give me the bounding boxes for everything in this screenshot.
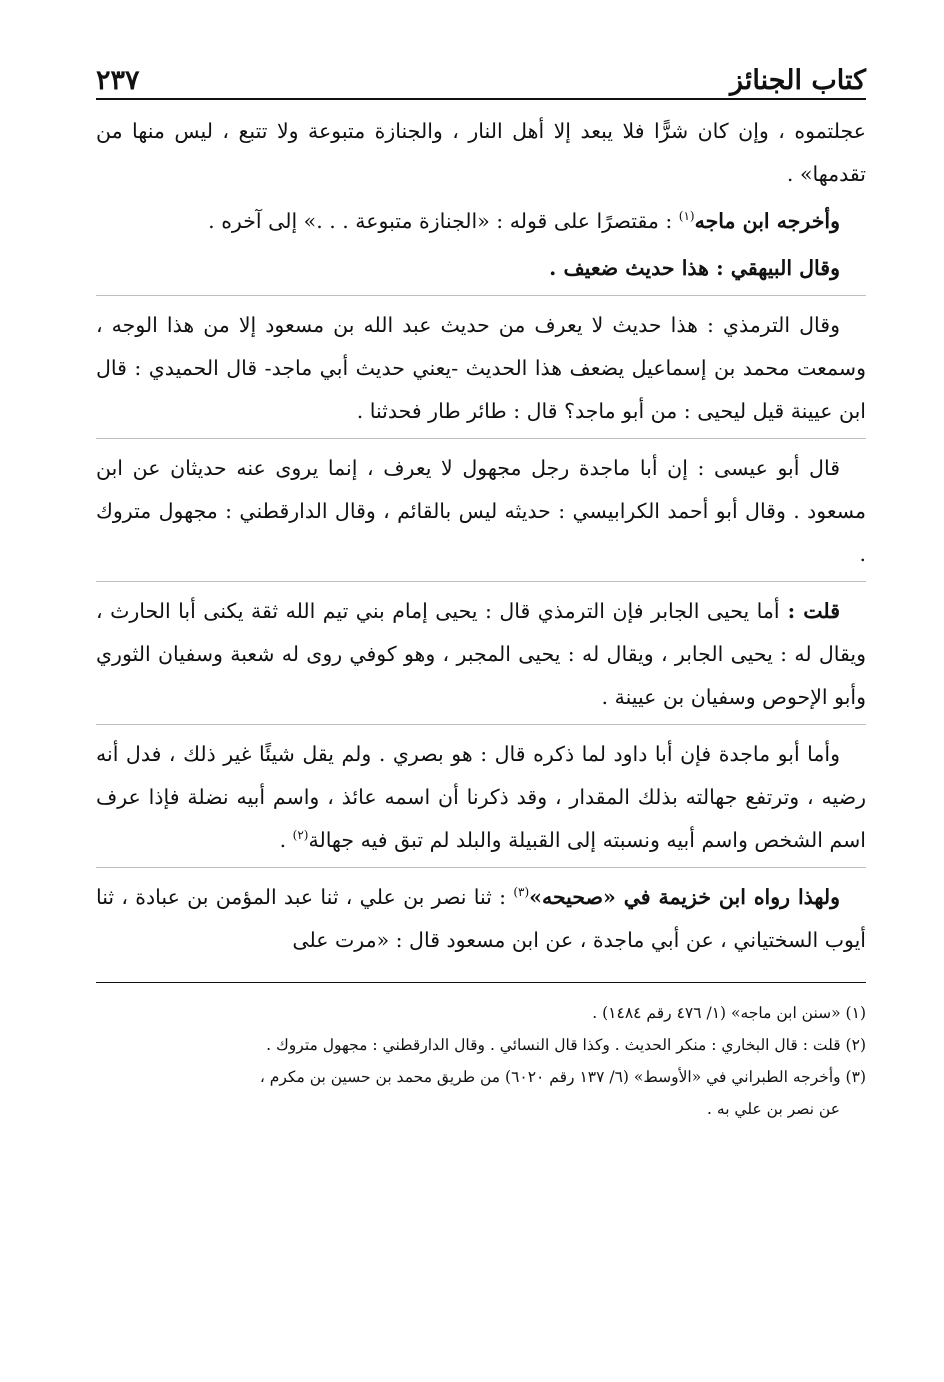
paragraph bbox=[96, 304, 866, 433]
paragraph-separator bbox=[96, 581, 866, 582]
text-segment: أما يحيى الجابر فإن الترمذي قال : يحيى إمام بني تيم الله ثقة يكنى أبا الحارث ، ويقال له : يحيى الجابر ، ويقال له : يحيى المجبر ، وهو كوفي روى له شعبة وسفيان الثوري وأبو الإحوص وسفيان بن عيينة . bbox=[96, 599, 866, 709]
text-segment: قال أبو عيسى : إن أبا ماجدة رجل مجهول لا يعرف ، إنما يروى عنه حديثان عن ابن مسعود . وقال أبو أحمد الكرابيسي : حديثه ليس بالقائم ، وقال الدارقطني : مجهول متروك . bbox=[96, 456, 866, 566]
footnote: (٣) وأخرجه الطبراني في «الأوسط» (٦/ ١٣٧ رقم ٦٠٢٠) من طريق محمد بن حسين بن مكرم ، bbox=[259, 1068, 866, 1086]
main-text bbox=[96, 110, 866, 962]
page bbox=[96, 50, 866, 1125]
paragraph bbox=[96, 200, 866, 243]
text-segment-bold: وقال البيهقي : هذا حديث ضعيف . bbox=[549, 256, 840, 280]
footnote-ref: (١) bbox=[678, 209, 695, 224]
paragraph-separator bbox=[96, 724, 866, 725]
text-segment: : مقتصرًا على قوله : «الجنازة متبوعة . . .» إلى آخره . bbox=[208, 209, 679, 233]
paragraph-separator bbox=[96, 867, 866, 868]
paragraph bbox=[96, 447, 866, 576]
text-segment: : ثنا نصر بن علي ، ثنا عبد المؤمن بن عبادة ، ثنا أيوب السختياني ، عن أبي ماجدة ، عن ابن مسعود قال : «مرت على bbox=[96, 885, 866, 952]
text-segment: . bbox=[279, 828, 293, 852]
paragraph bbox=[96, 590, 866, 719]
text-segment: وقال الترمذي : هذا حديث لا يعرف من حديث عبد الله بن مسعود إلا من هذا الوجه ، وسمعت محمد بن إسماعيل يضعف هذا الحديث -يعني حديث أبي ماجد- قال الحميدي : قال ابن عيينة قيل ليحيى : من أبو ماجد؟ قال : طائر طار فحدثنا . bbox=[96, 313, 866, 423]
page-header bbox=[96, 50, 866, 100]
footnote: (٢) قلت : قال البخاري : منكر الحديث . وكذا قال النسائي . وقال الدارقطني : مجهول متروك . bbox=[266, 1036, 866, 1054]
text-segment: عجلتموه ، وإن كان شرًّا فلا يبعد إلا أهل النار ، والجنازة متبوعة ولا تتبع ، ليس منها من تقدمها» . bbox=[96, 119, 866, 186]
running-title: كتاب الجنائز bbox=[730, 65, 866, 96]
footnote: (١) «سنن ابن ماجه» (١/ ٤٧٦ رقم ١٤٨٤) . bbox=[592, 1004, 866, 1022]
paragraph bbox=[96, 110, 866, 196]
text-segment-bold: وأخرجه ابن ماجه bbox=[694, 209, 840, 233]
page-number: ٢٣٧ bbox=[96, 65, 140, 96]
footnote-ref: (٢) bbox=[292, 828, 309, 843]
footnotes bbox=[96, 997, 866, 1125]
footnote-ref: (٣) bbox=[513, 885, 530, 900]
paragraph-separator bbox=[96, 438, 866, 439]
footnote-continuation: عن نصر بن علي به . bbox=[707, 1100, 840, 1118]
paragraph-separator bbox=[96, 295, 866, 296]
paragraph bbox=[96, 247, 866, 290]
footnotes-divider bbox=[96, 982, 866, 983]
paragraph bbox=[96, 733, 866, 862]
text-segment: وأما أبو ماجدة فإن أبا داود لما ذكره قال : هو بصري . ولم يقل شيئًا غير ذلك ، فدل أنه رضيه ، وترتفع جهالته بذلك المقدار ، وقد ذكرنا أن اسمه عائذ ، واسم أبيه نضلة فإذا عرف اسم الشخص واسم أبيه ونسبته إلى القبيلة والبلد لم تبق فيه جهالة bbox=[96, 742, 866, 852]
paragraph bbox=[96, 876, 866, 962]
text-segment-bold: قلت : bbox=[779, 599, 841, 623]
text-segment-bold: ولهذا رواه ابن خزيمة في «صحيحه» bbox=[529, 885, 840, 909]
